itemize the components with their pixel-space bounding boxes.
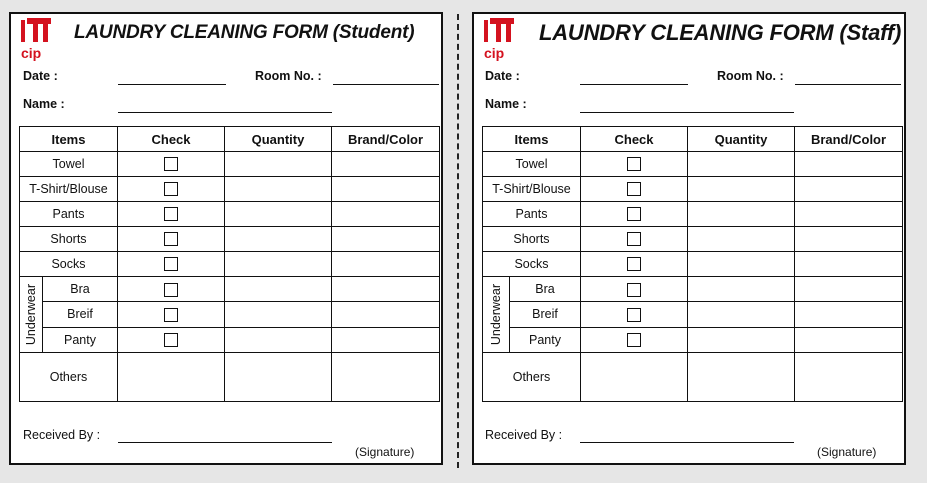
student-form (9, 12, 443, 465)
item-label: Breif (43, 302, 117, 327)
header-row (483, 127, 903, 152)
date-field[interactable] (118, 84, 226, 85)
check-cell[interactable] (118, 152, 225, 177)
date-field[interactable] (580, 84, 688, 85)
check-cell[interactable] (118, 277, 225, 302)
others-quantity-cell[interactable] (225, 353, 332, 402)
checkbox[interactable] (627, 232, 641, 246)
others-label: Others (20, 353, 118, 402)
table-row (483, 177, 903, 202)
checkbox[interactable] (627, 308, 641, 322)
table-row (20, 152, 440, 177)
date-label: Date : (23, 69, 58, 83)
table-row (483, 277, 903, 302)
item-label: Shorts (20, 227, 118, 252)
item-label: T-Shirt/Blouse (483, 177, 581, 202)
room-field[interactable] (795, 84, 901, 85)
received-by-label: Received By : (23, 428, 101, 442)
check-cell[interactable] (118, 202, 225, 227)
checkbox[interactable] (627, 157, 641, 171)
check-cell[interactable] (581, 227, 688, 252)
checkbox[interactable] (164, 157, 178, 171)
laundry-table (482, 126, 903, 402)
staff-form (472, 12, 906, 465)
received-by-field[interactable] (580, 442, 794, 443)
others-label: Others (483, 353, 581, 402)
table-row (20, 227, 440, 252)
brand-color-cell[interactable] (332, 277, 440, 302)
quantity-cell[interactable] (688, 327, 795, 352)
signature-label: (Signature) (817, 445, 877, 459)
received-by-field[interactable] (118, 442, 332, 443)
others-check-cell[interactable] (118, 353, 225, 402)
item-label: Panty (64, 332, 96, 347)
brand-color-cell[interactable] (795, 277, 903, 302)
checkbox[interactable] (164, 333, 178, 347)
checkbox[interactable] (627, 182, 641, 196)
underwear-label: Underwear (489, 283, 503, 346)
room-label: Room No. : (255, 69, 322, 83)
quantity-cell[interactable] (225, 202, 332, 227)
table-row (20, 252, 440, 277)
logo-text: cip (21, 45, 42, 61)
brand-color-cell[interactable] (332, 202, 440, 227)
table-row (483, 227, 903, 252)
quantity-cell[interactable] (688, 152, 795, 177)
check-cell[interactable] (118, 252, 225, 277)
item-label: T-Shirt/Blouse (20, 177, 118, 202)
cut-line (457, 14, 459, 468)
table-row (483, 252, 903, 277)
checkbox[interactable] (164, 257, 178, 271)
brand-color-cell[interactable] (795, 252, 903, 277)
quantity-cell[interactable] (688, 227, 795, 252)
check-cell[interactable] (581, 277, 688, 302)
item-label: Pants (20, 202, 118, 227)
header-check: Check (581, 127, 688, 152)
table-row (483, 202, 903, 227)
item-label: Panty (529, 332, 561, 347)
brand-color-cell[interactable] (795, 152, 903, 177)
room-field[interactable] (333, 84, 439, 85)
quantity-cell[interactable] (688, 302, 795, 327)
item-label: Socks (20, 252, 118, 277)
check-cell[interactable] (581, 177, 688, 202)
brand-color-cell[interactable] (795, 177, 903, 202)
others-row (483, 353, 903, 402)
check-cell[interactable] (118, 177, 225, 202)
checkbox[interactable] (164, 308, 178, 322)
check-cell[interactable] (581, 327, 688, 352)
name-label: Name : (23, 97, 65, 111)
others-brand-color-cell[interactable] (332, 353, 440, 402)
brand-color-cell[interactable] (332, 327, 440, 352)
item-label: Socks (483, 252, 581, 277)
checkbox[interactable] (164, 182, 178, 196)
others-check-cell[interactable] (581, 353, 688, 402)
others-row (20, 353, 440, 402)
form-title: LAUNDRY CLEANING FORM (Student) (74, 22, 415, 43)
check-cell[interactable] (581, 252, 688, 277)
check-cell[interactable] (118, 227, 225, 252)
received-by-label: Received By : (485, 428, 563, 442)
item-label: Bra (43, 277, 117, 302)
quantity-cell[interactable] (225, 302, 332, 327)
brand-color-cell[interactable] (332, 152, 440, 177)
quantity-cell[interactable] (225, 277, 332, 302)
checkbox[interactable] (627, 257, 641, 271)
check-cell[interactable] (118, 327, 225, 352)
quantity-cell[interactable] (225, 177, 332, 202)
others-quantity-cell[interactable] (688, 353, 795, 402)
cip-logo (20, 18, 52, 60)
check-cell[interactable] (581, 202, 688, 227)
brand-color-cell[interactable] (795, 227, 903, 252)
brand-color-cell[interactable] (332, 177, 440, 202)
room-label: Room No. : (717, 69, 784, 83)
header-brand-color: Brand/Color (795, 127, 903, 152)
checkbox[interactable] (164, 283, 178, 297)
header-row (20, 127, 440, 152)
table-row (20, 177, 440, 202)
name-field[interactable] (580, 112, 794, 113)
date-label: Date : (485, 69, 520, 83)
brand-color-cell[interactable] (795, 302, 903, 327)
item-label: Towel (20, 152, 118, 177)
logo-text: cip (484, 45, 505, 61)
item-label: Pants (483, 202, 581, 227)
underwear-group (483, 277, 581, 353)
header-quantity: Quantity (225, 127, 332, 152)
quantity-cell[interactable] (225, 252, 332, 277)
quantity-cell[interactable] (688, 252, 795, 277)
brand-color-cell[interactable] (332, 227, 440, 252)
item-label: Towel (483, 152, 581, 177)
table-row (20, 277, 440, 302)
header-check: Check (118, 127, 225, 152)
check-cell[interactable] (118, 302, 225, 327)
check-cell[interactable] (581, 302, 688, 327)
quantity-cell[interactable] (688, 277, 795, 302)
table-row (20, 202, 440, 227)
quantity-cell[interactable] (688, 202, 795, 227)
quantity-cell[interactable] (225, 327, 332, 352)
item-label: Breif (510, 302, 580, 327)
quantity-cell[interactable] (225, 227, 332, 252)
item-label: Bra (510, 277, 580, 302)
brand-color-cell[interactable] (795, 327, 903, 352)
underwear-group (20, 277, 118, 353)
check-cell[interactable] (581, 152, 688, 177)
checkbox[interactable] (627, 283, 641, 297)
cip-logo (483, 18, 515, 60)
table-row (483, 152, 903, 177)
brand-color-cell[interactable] (332, 252, 440, 277)
header-items: Items (483, 127, 581, 152)
form-title: LAUNDRY CLEANING FORM (Staff) (539, 20, 902, 45)
checkbox[interactable] (627, 333, 641, 347)
signature-label: (Signature) (355, 445, 415, 459)
laundry-table (19, 126, 440, 402)
header-brand-color: Brand/Color (332, 127, 440, 152)
header-items: Items (20, 127, 118, 152)
underwear-label: Underwear (24, 283, 38, 346)
name-label: Name : (485, 97, 527, 111)
name-field[interactable] (118, 112, 332, 113)
checkbox[interactable] (164, 207, 178, 221)
quantity-cell[interactable] (225, 152, 332, 177)
checkbox[interactable] (164, 232, 178, 246)
others-brand-color-cell[interactable] (795, 353, 903, 402)
header-quantity: Quantity (688, 127, 795, 152)
brand-color-cell[interactable] (795, 202, 903, 227)
checkbox[interactable] (627, 207, 641, 221)
item-label: Shorts (483, 227, 581, 252)
quantity-cell[interactable] (688, 177, 795, 202)
brand-color-cell[interactable] (332, 302, 440, 327)
